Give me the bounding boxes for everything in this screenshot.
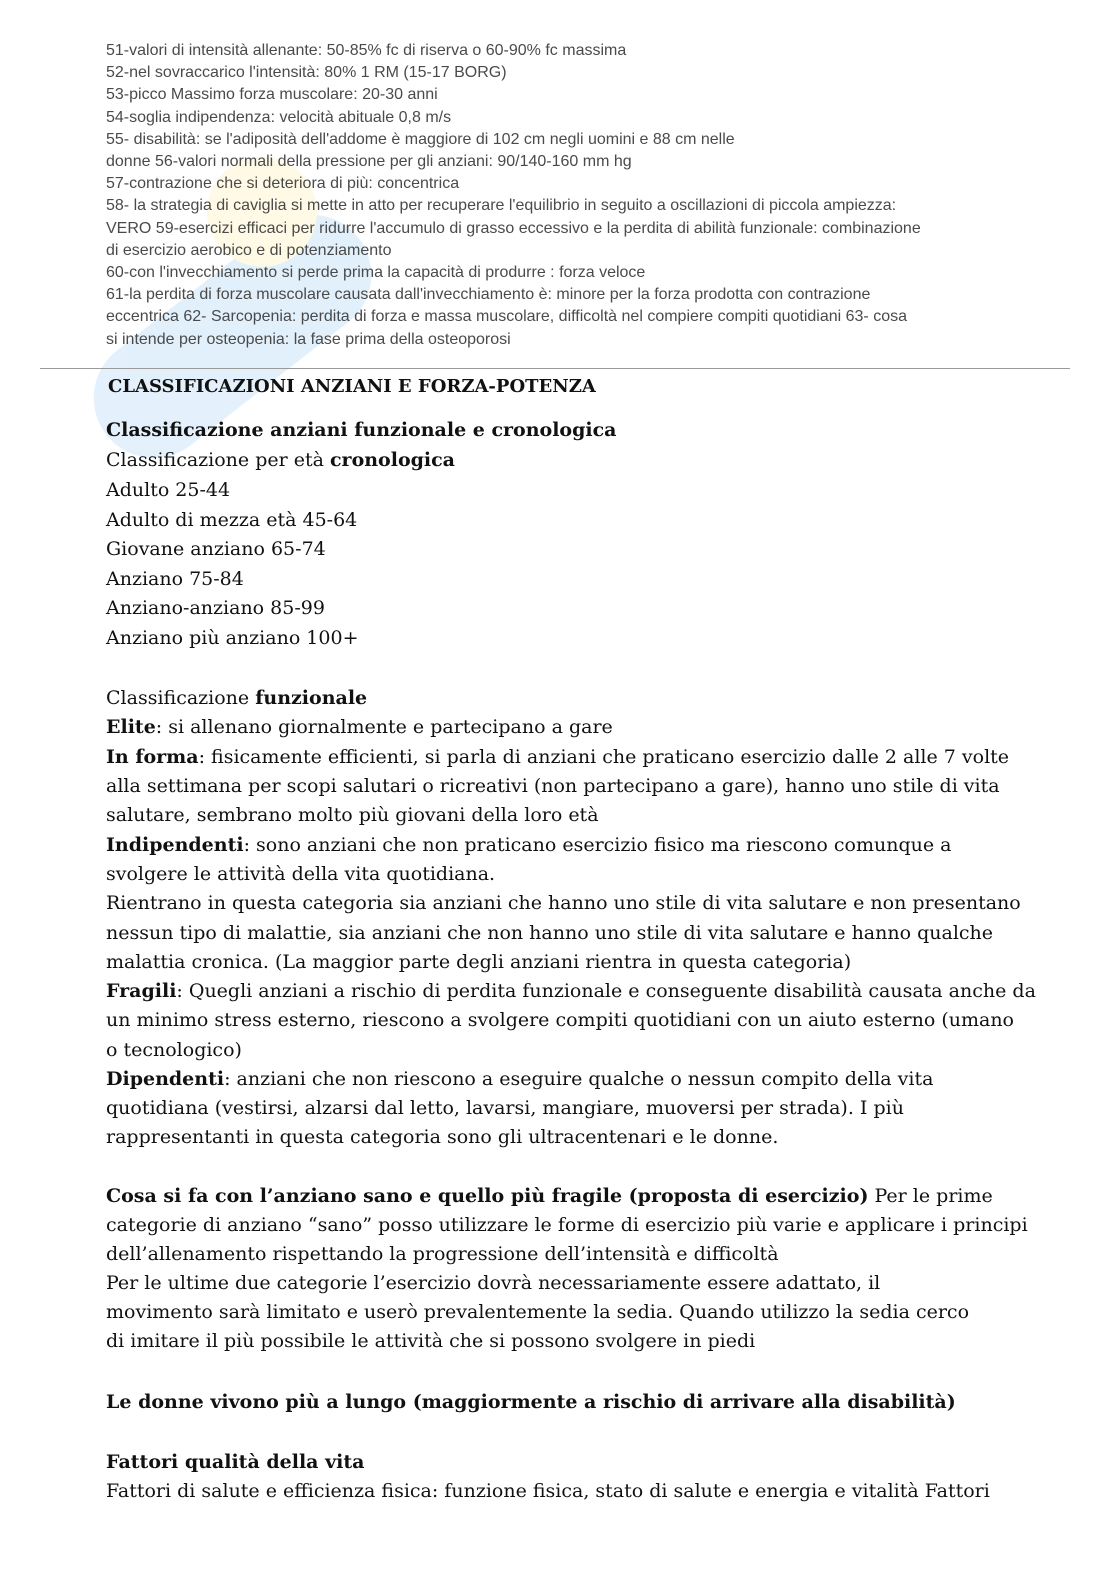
donne-heading: Le donne vivono più a lungo (maggiormente a rischio di arrivare alla disabilità) <box>106 1391 956 1413</box>
note-line: 55- disabilità: se l'adiposità dell'addome è maggiore di 102 cm negli uomini e 88 cm nelle <box>106 130 735 148</box>
note-line: 61-la perdita di forza muscolare causata dall'invecchiamento è: minore per la forza prodotta con contrazione <box>106 286 871 304</box>
functional-heading: Classificazione funzionale <box>106 687 368 709</box>
esercizio-line: di imitare il più possibile le attività che si possono svolgere in piedi <box>106 1330 756 1352</box>
note-line: 52-nel sovraccarico l'intensità: 80% 1 RM (15-17 BORG) <box>106 64 507 82</box>
note-line: 60-con l'invecchiamento si perde prima la capacità di produrre : forza veloce <box>106 264 646 282</box>
note-line: donne 56-valori normali della pressione per gli anziani: 90/140-160 mm hg <box>106 153 632 171</box>
indipendenti-line: malattia cronica. (La maggior parte degli anziani rientra in questa categoria) <box>106 951 852 973</box>
in-forma-line: salutare, sembrano molto più giovani della loro età <box>106 804 599 826</box>
age-group-item: Adulto 25-44 <box>106 479 231 501</box>
indipendenti-item: Indipendenti: sono anziani che non praticano esercizio fisico ma riescono comunque a <box>106 834 952 856</box>
quiz-notes <box>106 40 1066 351</box>
fragili-line: o tecnologico) <box>106 1039 242 1061</box>
age-group-item: Anziano più anziano 100+ <box>106 627 359 649</box>
indipendenti-line: Rientrano in questa categoria sia anziani che hanno uno stile di vita salutare e non presentano <box>106 892 1021 914</box>
note-line: 57-contrazione che si deteriora di più: concentrica <box>106 175 460 193</box>
age-group-item: Adulto di mezza età 45-64 <box>106 509 358 531</box>
dipendenti-line: quotidiana (vestirsi, alzarsi dal letto, lavarsi, mangiare, muoversi per strada). I più <box>106 1097 904 1119</box>
section-title: CLASSIFICAZIONI ANZIANI E FORZA-POTENZA <box>108 376 596 397</box>
indipendenti-line: nessun tipo di malattie, sia anziani che non hanno uno stile di vita salutare e hanno qualche <box>106 922 994 944</box>
elite-item: Elite: si allenano giornalmente e partecipano a gare <box>106 716 613 738</box>
fragili-item: Fragili: Quegli anziani a rischio di perdita funzionale e conseguente disabilità causata anche da <box>106 980 1036 1002</box>
in-forma-line: alla settimana per scopi salutari o ricreativi (non partecipano a gare), hanno uno stile di vita <box>106 775 1000 797</box>
age-group-item: Anziano-anziano 85-99 <box>106 597 325 619</box>
note-line: 58- la strategia di caviglia si mette in atto per recuperare l'equilibrio in seguito a oscillazioni di piccola ampiezza: <box>106 197 897 215</box>
qualita-heading: Fattori qualità della vita <box>106 1451 365 1473</box>
note-line: VERO 59-esercizi efficaci per ridurre l'accumulo di grasso eccessivo e la perdita di abilità funzionale: combinazione <box>106 219 921 237</box>
esercizio-heading: Cosa si fa con l’anziano sano e quello più fragile (proposta di esercizio) Per le prime <box>106 1185 993 1207</box>
note-line: 51-valori di intensità allenante: 50-85% fc di riserva o 60-90% fc massima <box>106 42 627 59</box>
esercizio-line: movimento sarà limitato e userò prevalentemente la sedia. Quando utilizzo la sedia cerco <box>106 1301 970 1323</box>
qualita-line: Fattori di salute e efficienza fisica: funzione fisica, stato di salute e energia e vitalità Fattori <box>106 1480 990 1502</box>
esercizio-line: dell’allenamento rispettando la progressione dell’intensità e difficoltà <box>106 1243 779 1265</box>
in-forma-item: In forma: fisicamente efficienti, si parla di anziani che praticano esercizio dalle 2 alle 7 volte <box>106 746 1010 768</box>
note-line: si intende per osteopenia: la fase prima della osteoporosi <box>106 330 511 348</box>
indipendenti-line: svolgere le attività della vita quotidiana. <box>106 863 496 885</box>
dipendenti-line: rappresentanti in questa categoria sono gli ultracentenari e le donne. <box>106 1126 779 1148</box>
classification-heading: Classificazione anziani funzionale e cronologica <box>106 419 617 441</box>
age-group-item: Giovane anziano 65-74 <box>106 538 326 560</box>
esercizio-line: Per le ultime due categorie l’esercizio dovrà necessariamente essere adattato, il <box>106 1272 881 1294</box>
chrono-heading: Classificazione per età cronologica <box>106 449 455 471</box>
section-divider <box>40 368 1070 369</box>
note-line: 53-picco Massimo forza muscolare: 20-30 anni <box>106 86 438 104</box>
esercizio-line: categorie di anziano “sano” posso utilizzare le forme di esercizio più varie e applicare i principi <box>106 1214 1028 1236</box>
note-line: di esercizio aerobico e di potenziamento <box>106 241 392 259</box>
note-line: eccentrica 62- Sarcopenia: perdita di forza e massa muscolare, difficoltà nel compiere compiti quotidiani 63- cosa <box>106 308 907 326</box>
dipendenti-item: Dipendenti: anziani che non riescono a eseguire qualche o nessun compito della vita <box>106 1068 934 1090</box>
age-group-item: Anziano 75-84 <box>106 568 244 590</box>
fragili-line: un minimo stress esterno, riescono a svolgere compiti quotidiani con un aiuto esterno (umano <box>106 1009 1014 1031</box>
note-line: 54-soglia indipendenza: velocità abituale 0,8 m/s <box>106 108 452 126</box>
